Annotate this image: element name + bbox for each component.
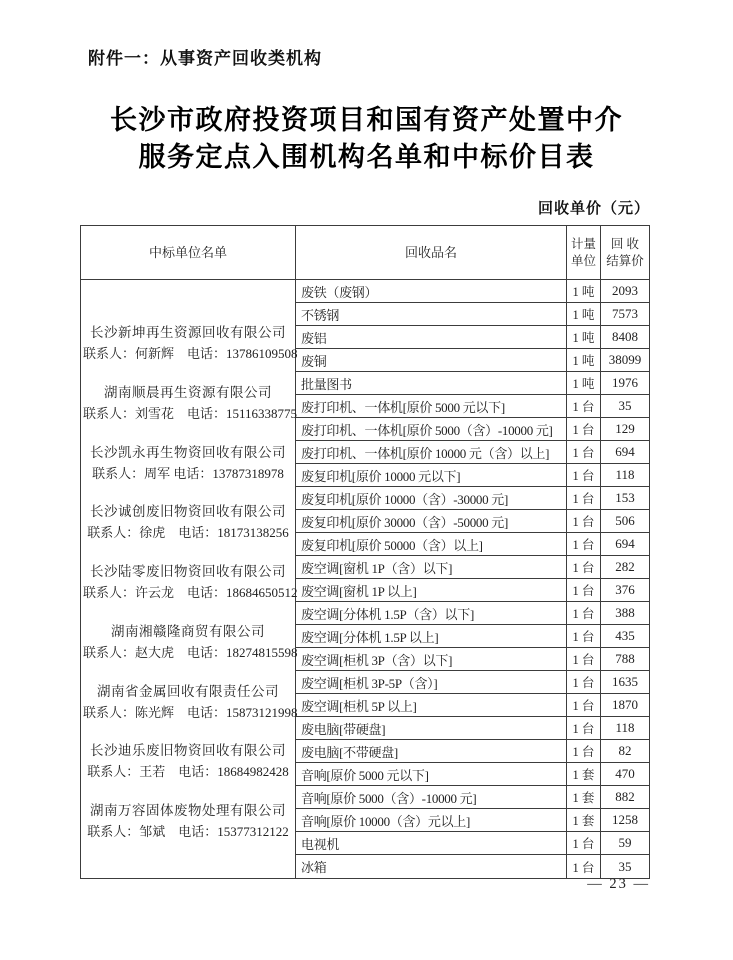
unit-cell: 1 吨: [567, 303, 601, 325]
unit-cell: 1 台: [567, 648, 601, 670]
company-block: [83, 740, 293, 782]
item-name-cell: 音响[原价 10000（含）元以上]: [296, 809, 567, 831]
table-row: [296, 763, 649, 786]
item-name-cell: 废铁（废钢）: [296, 280, 567, 302]
item-name-cell: 废复印机[原价 10000 元以下]: [296, 464, 567, 486]
unit-cell: 1 台: [567, 579, 601, 601]
company-name: 长沙诚创废旧物资回收有限公司: [90, 504, 286, 520]
item-name-cell: 冰箱: [296, 855, 567, 878]
unit-cell: 1 台: [567, 533, 601, 555]
price-cell: 694: [615, 444, 635, 459]
unit-cell: 1 吨: [567, 349, 601, 371]
price-cell: 1635: [612, 674, 638, 689]
company-block: [83, 561, 298, 603]
company-block: [83, 621, 298, 663]
unit-cell: 1 套: [567, 809, 601, 831]
unit-cell: 1 吨: [567, 280, 601, 302]
item-name-cell: 废空调[柜机 3P-5P（含）]: [296, 671, 567, 693]
price-cell: 118: [615, 720, 635, 735]
company-contact: 联系人：何新辉 电话：13786109508: [83, 346, 298, 361]
item-name-cell: 废空调[柜机 3P（含）以下]: [296, 648, 567, 670]
document-title: [0, 102, 733, 176]
company-block: [83, 501, 293, 543]
item-name-cell: 批量图书: [296, 372, 567, 394]
price-cell: 35: [618, 398, 632, 413]
unit-cell: 1 台: [567, 694, 601, 716]
header-measure-unit-line1: 计量: [570, 236, 596, 251]
table-row: [296, 579, 649, 602]
table-row: [296, 832, 649, 855]
unit-cell: 1 台: [567, 418, 601, 440]
item-name-cell: 废空调[柜机 5P 以上]: [296, 694, 567, 716]
company-name: 长沙迪乐废旧物资回收有限公司: [90, 743, 286, 759]
price-cell: 59: [618, 835, 632, 850]
price-cell: 882: [615, 789, 635, 804]
unit-cell: 1 吨: [567, 372, 601, 394]
table-row: [296, 786, 649, 809]
table-row: [296, 441, 649, 464]
unit-cell: 1 台: [567, 717, 601, 739]
header-winning-unit-list: 中标单位名单: [81, 226, 296, 279]
unit-price-note: 回收单价（元）: [537, 201, 650, 217]
unit-cell: 1 台: [567, 602, 601, 624]
price-cell: 118: [615, 467, 635, 482]
item-name-cell: 废打印机、一体机[原价 5000（含）-10000 元]: [296, 418, 567, 440]
company-name: 湖南万容固体废物处理有限公司: [90, 803, 286, 818]
price-cell: 1976: [612, 375, 638, 390]
header-measure-unit-line2: 单位: [570, 253, 596, 268]
unit-cell: 1 套: [567, 786, 601, 808]
table-row: [296, 303, 649, 326]
table-row: [296, 602, 649, 625]
price-cell: 8408: [612, 329, 638, 344]
unit-cell: 1 台: [567, 671, 601, 693]
company-block: [83, 382, 298, 424]
item-name-cell: 废空调[窗机 1P（含）以下]: [296, 556, 567, 578]
item-name-cell: 废复印机[原价 50000（含）以上]: [296, 533, 567, 555]
table-row: [296, 349, 649, 372]
company-name: 长沙陆零废旧物资回收有限公司: [90, 564, 286, 579]
table-row: [296, 280, 649, 303]
price-cell: 506: [615, 513, 635, 528]
table-row: [296, 625, 649, 648]
item-name-cell: 废电脑[不带硬盘]: [296, 740, 567, 762]
price-cell: 388: [615, 605, 635, 620]
unit-cell: 1 台: [567, 487, 601, 509]
table-row: [296, 533, 649, 556]
item-name-cell: 废打印机、一体机[原价 10000 元（含）以上]: [296, 441, 567, 463]
company-block: [83, 800, 293, 842]
price-cell: 1870: [612, 697, 638, 712]
page-number: — 23 —: [587, 876, 650, 892]
unit-cell: 1 台: [567, 740, 601, 762]
item-name-cell: 音响[原价 5000（含）-10000 元]: [296, 786, 567, 808]
document-title-line2: 服务定点入围机构名单和中标价目表: [138, 142, 595, 172]
item-name-cell: 废电脑[带硬盘]: [296, 717, 567, 739]
document-title-line1: 长沙市政府投资项目和国有资产处置中介: [110, 105, 623, 135]
price-cell: 35: [618, 858, 632, 874]
company-contact: 联系人：邹斌 电话：15377312122: [87, 824, 289, 839]
company-contact: 联系人：陈光辉 电话：15873121998: [83, 704, 298, 720]
price-cell: 1258: [612, 812, 638, 827]
price-cell: 788: [615, 651, 635, 666]
table-row: [296, 487, 649, 510]
price-cell: 376: [615, 582, 635, 597]
company-contact: 联系人：许云龙 电话：18684650512: [83, 585, 298, 600]
company-contact: 联系人：王若 电话：18684982428: [87, 764, 289, 780]
price-cell: 7573: [612, 306, 638, 321]
company-name: 湖南省金属回收有限责任公司: [97, 683, 279, 699]
header-recycled-item-name: 回收品名: [296, 226, 567, 279]
table-row: [296, 717, 649, 740]
table-body: [81, 280, 649, 878]
company-name: 湖南湘赣隆商贸有限公司: [111, 623, 265, 639]
unit-cell: 1 台: [567, 855, 601, 878]
item-name-cell: 废打印机、一体机[原价 5000 元以下]: [296, 395, 567, 417]
unit-cell: 1 台: [567, 832, 601, 854]
company-contact: 联系人：周军 电话：13787318978: [92, 465, 284, 481]
unit-cell: 1 台: [567, 510, 601, 532]
company-name: 湖南顺晨再生资源有限公司: [104, 384, 272, 400]
unit-cell: 1 台: [567, 395, 601, 417]
price-table: [80, 225, 650, 879]
unit-cell: 1 台: [567, 464, 601, 486]
unit-cell: 1 台: [567, 441, 601, 463]
table-row: [296, 326, 649, 349]
table-row: [296, 510, 649, 533]
table-row: [296, 809, 649, 832]
item-name-cell: 废铝: [296, 326, 567, 348]
item-name-cell: 音响[原价 5000 元以下]: [296, 763, 567, 785]
price-cell: 2093: [612, 283, 638, 298]
price-cell: 470: [615, 766, 635, 781]
item-name-cell: 废空调[分体机 1.5P（含）以下]: [296, 602, 567, 624]
item-name-cell: 废空调[窗机 1P 以上]: [296, 579, 567, 601]
table-row: [296, 395, 649, 418]
company-block: [83, 442, 293, 484]
item-name-cell: 电视机: [296, 832, 567, 854]
table-row: [296, 372, 649, 395]
item-name-cell: 废铜: [296, 349, 567, 371]
header-measure-unit: [567, 226, 601, 279]
company-name: 长沙新坤再生资源回收有限公司: [90, 325, 286, 340]
company-block: [83, 322, 298, 364]
table-row: [296, 418, 649, 441]
header-settlement-price-line2: 结算价: [606, 253, 644, 268]
item-name-cell: 废空调[分体机 1.5P 以上]: [296, 625, 567, 647]
table-row: [296, 648, 649, 671]
item-name-cell: 不锈钢: [296, 303, 567, 325]
table-row: [296, 556, 649, 579]
company-block: [83, 681, 298, 723]
unit-cell: 1 台: [567, 625, 601, 647]
header-settlement-price-line1: 回 收: [610, 236, 640, 251]
attachment-label: 附件一：从事资产回收类机构: [88, 49, 322, 68]
price-cell: 82: [618, 743, 632, 758]
price-cell: 38099: [608, 352, 642, 367]
price-cell: 282: [615, 559, 635, 574]
company-name: 长沙凯永再生物资回收有限公司: [90, 444, 286, 460]
item-name-cell: 废复印机[原价 10000（含）-30000 元]: [296, 487, 567, 509]
companies-merged-cell: [81, 280, 296, 878]
price-cell: 435: [615, 628, 635, 643]
table-row: [296, 694, 649, 717]
company-contact: 联系人：徐虎 电话：18173138256: [87, 525, 289, 541]
unit-cell: 1 吨: [567, 326, 601, 348]
item-name-cell: 废复印机[原价 30000（含）-50000 元]: [296, 510, 567, 532]
company-contact: 联系人：刘雪花 电话：15116338775: [83, 405, 298, 421]
items-rows-container: [296, 280, 649, 878]
price-cell: 153: [615, 490, 635, 505]
unit-cell: 1 套: [567, 763, 601, 785]
unit-cell: 1 台: [567, 556, 601, 578]
table-row: [296, 855, 649, 878]
table-row: [296, 740, 649, 763]
header-settlement-price: [601, 226, 649, 279]
table-row: [296, 671, 649, 694]
table-row: [296, 464, 649, 487]
price-cell: 129: [615, 421, 635, 436]
company-contact: 联系人：赵大虎 电话：18274815598: [83, 644, 298, 660]
table-header-row: [81, 226, 649, 280]
price-cell: 694: [615, 536, 635, 551]
